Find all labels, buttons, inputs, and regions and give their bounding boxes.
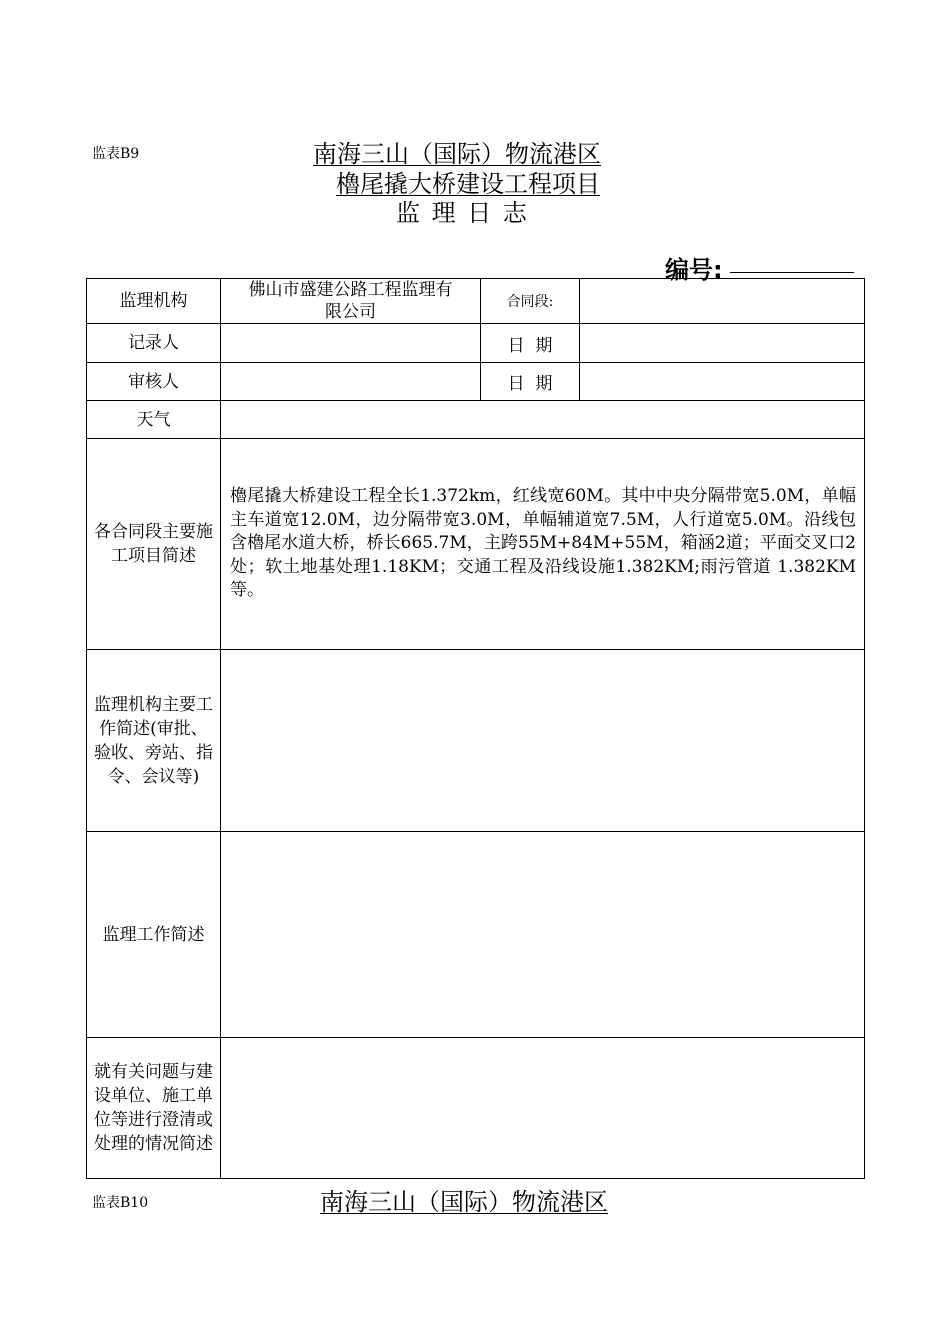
table-row [87,439,865,650]
title-line-2: 櫓尾撬大桥建设工程项目 [336,170,600,198]
supervision-work-summary-value[interactable] [221,832,865,1038]
reviewer-value[interactable] [221,363,481,401]
supervision-work-summary-label: 监理工作简述 [87,832,221,1038]
table-row [87,363,865,401]
record-date-value[interactable] [580,324,865,363]
title-line-1: 南海三山（国际）物流港区 [313,140,601,168]
table-row [87,650,865,832]
next-form-code: 监表B10 [92,1195,149,1211]
recorder-value[interactable] [221,324,481,363]
construction-summary-value[interactable]: 櫓尾撬大桥建设工程全长1.372km，红线宽60M。其中中央分隔带宽5.0M，单幅主车道宽12.0M，边分隔带宽3.0M，单幅辅道宽7.5M，人行道宽5.0M。沿线包含櫓尾水道大桥，桥长665.7M，主跨55M+84M+55M，箱涵2道；平面交叉口2处；软土地基处理1.18KM；交通工程及沿线设施1.382KM;雨污管道 1.382KM等。 [221,439,865,650]
recorder-label: 记录人 [87,324,221,363]
table-row [87,279,865,324]
contract-section-value[interactable] [580,279,865,324]
next-title-line-1: 南海三山（国际）物流港区 [320,1188,608,1216]
table-row [87,1038,865,1179]
review-date-label: 日 期 [481,363,580,401]
table-row [87,832,865,1038]
form-code: 监表B9 [92,146,140,162]
supervision-agency-label: 监理机构 [87,279,221,324]
table-row [87,324,865,363]
issue-clarification-value[interactable] [221,1038,865,1179]
agency-work-summary-value[interactable] [221,650,865,832]
review-date-value[interactable] [580,363,865,401]
agency-work-summary-label: 监理机构主要工作简述(审批、验收、旁站、指令、会议等) [87,650,221,832]
supervision-agency-value[interactable]: 佛山市盛建公路工程监理有限公司 [221,279,481,324]
serial-number-label: 编号: [665,256,723,284]
issue-clarification-label: 就有关问题与建设单位、施工单位等进行澄清或处理的情况简述 [87,1038,221,1179]
supervision-log-table [86,278,865,1179]
record-date-label: 日 期 [481,324,580,363]
construction-summary-label: 各合同段主要施工项目简述 [87,439,221,650]
weather-label: 天气 [87,401,221,439]
contract-section-label: 合同段: [481,279,580,324]
reviewer-label: 审核人 [87,363,221,401]
serial-number-blank[interactable] [730,272,854,273]
title-line-3: 监 理 日 志 [396,199,529,227]
weather-value[interactable] [221,401,865,439]
table-row [87,401,865,439]
